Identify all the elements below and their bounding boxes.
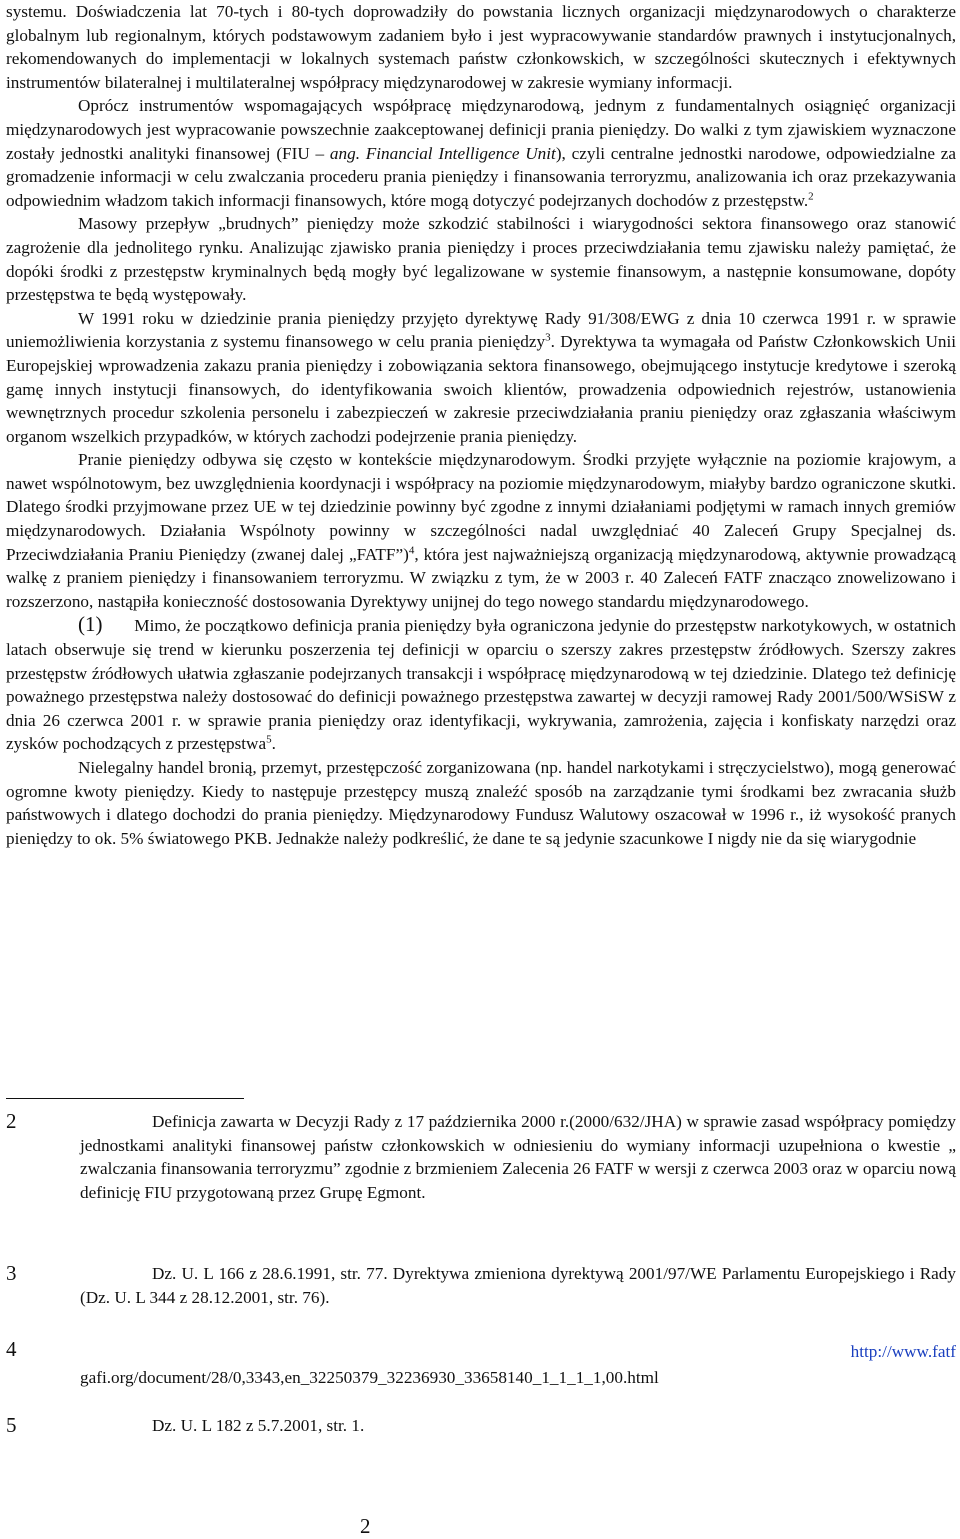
paragraph-7: Nielegalny handel bronią, przemyt, przestępczość zorganizowana (np. handel narkotykami i stręczycielstwo), mogą generować ogromne kwoty pieniędzy. Kiedy to następuje przestępcy muszą znaleźć sposób na zarządzanie tymi środkami bez zwracania służb państwowych i dlatego dochodzi do prania pieniędzy. Międzynarodowy Fundusz Walutowy oszacował w 1996 r., iż wysokość pranych pieniędzy to ok. 5% światowego PKB. Jednakże należy podkreślić, że dane te są jedynie szacunkowe I nigdy nie da się wiarygodnie	[6, 758, 956, 848]
document-body	[6, 0, 956, 850]
footnote-ref-2[interactable]: 2	[808, 190, 814, 203]
list-number: (1)	[78, 612, 103, 637]
italic-term: ang. Financial Intelligence Unit	[329, 143, 556, 163]
footnote-4	[6, 1338, 956, 1389]
footnote-number: 2	[6, 1109, 17, 1133]
footnote-number: 4	[6, 1337, 17, 1361]
footnote-text: Dz. U. L 182 z 5.7.2001, str. 1.	[152, 1416, 365, 1435]
footnote-2	[6, 1110, 956, 1204]
footnote-text: gafi.org/document/28/0,3343,en_32250379_32236930_33658140_1_1_1_1,00.html	[80, 1367, 659, 1387]
paragraph-2: Oprócz instrumentów wspomagających współpracę międzynarodową, jednym z fundamentalnych osiągnięć organizacji międzynarodowych jest wypracowanie powszechnie zaakceptowanej definicji prania pieniędzy. Do walki z tym zjawiskiem wyznaczone zostały jednostki analityki finansowej (FIU – ang. Financial Intelligence Unit), czyli centralne jednostki narodowe, odpowiedzialne za gromadzenie informacji w celu zwalczania procederu prania pieniędzy i finansowania terroryzmu, analizowania ich oraz przekazywania odpowiednim władzom takich informacji finansowych, które mogą dotyczyć podejrzanych dochodów z przestępstw.$^2$	[6, 96, 956, 210]
paragraph-1: systemu. Doświadczenia lat 70-tych i 80-tych doprowadziły do powstania licznych organizacji międzynarodowych o charakterze globalnym lub regionalnym, których podstawowym zadaniem było i jest wypracowywanie standardów prawnych i instytucjonalnych, rekomendowanych do implementacji w lokalnych systemach państw członkowskich, w szczególności skutecznych i efektywnych instrumentów bilateralnej i multilateralnej współpracy międzynarodowej w zakresie wymiany informacji.	[6, 2, 956, 92]
footnote-5	[6, 1414, 956, 1438]
footnote-ref-5[interactable]: 5	[266, 733, 272, 746]
footnote-3	[6, 1262, 956, 1309]
footnote-number: 5	[6, 1413, 17, 1437]
paragraph-5: Pranie pieniędzy odbywa się często w kontekście międzynarodowym. Środki przyjęte wyłącznie na poziomie krajowym, a nawet wspólnotowym, bez uwzględnienia koordynacji i współpracy na poziomie międzynarodowym, miałyby bardzo ograniczone skutki. Dlatego środki przyjmowane przez UE w tej dziedzinie powinny być zgodne z innymi działaniami podjętymi w ramach innych gremiów międzynarodowych. Działania Wspólnoty powinny w szczególności nadal uwzględniać 40 Zaleceń Grupy Specjalnej ds. Przeciwdziałania Praniu Pieniędzy (zwanej dalej „FATF”)$^4$, która jest najważniejszą organizacją międzynarodową, aktywnie prowadzącą walkę z praniem pieniędzy i finansowaniem terroryzmu. W związku z tym, że w 2003 r. 40 Zaleceń FATF znacząco znowelizowano i rozszerzono, nastąpiła konieczność dostosowania Dyrektywy unijnej do tego nowego standardu międzynarodowego.	[6, 450, 956, 611]
footnote-text: Definicja zawarta w Decyzji Rady z 17 października 2000 r.(2000/632/JHA) w sprawie zasad współpracy pomiędzy jednostkami analityki finansowej państw członkowskich w odniesieniu do wymiany informacji uzupełniona o kwestie „ zwalczania finansowania terroryzmu” zgodnie z brzmieniem Zalecenia 26 FATF w wersji z czerwca 2003 oraz w oparciu nową definicję FIU przygotowaną przez Grupę Egmont.	[80, 1112, 956, 1202]
footnote-ref-4[interactable]: 4	[408, 543, 415, 556]
footnote-separator	[6, 1098, 244, 1099]
page-number: 2	[360, 1514, 371, 1538]
paragraph-3: Masowy przepływ „brudnych” pieniędzy może szkodzić stabilności i wiarygodności sektora finansowego oraz stanowić zagrożenie dla jednolitego rynku. Analizując zjawisko prania pieniędzy i proces przeciwdziałania temu zjawisku należy pamiętać, że dopóki środki z przestępstw kryminalnych będą mogły być legalizowane w systemie finansowym, a następnie konsumowane, dopóty przestępstwa te będą występowały.	[6, 214, 956, 305]
footnote-text: Dz. U. L 166 z 28.6.1991, str. 77. Dyrektywa zmieniona dyrektywą 2001/97/WE Parlamentu Europejskiego i Rady (Dz. U. L 344 z 28.12.2001, str. 76).	[80, 1264, 956, 1307]
footnote-link[interactable]: http://www.fatf	[850, 1342, 956, 1361]
paragraph-4: W 1991 roku w dziedzinie prania pieniędzy przyjęto dyrektywę Rady 91/308/EWG z dnia 10 czerwca 1991 r. w sprawie uniemożliwienia korzystania z systemu finansowego w celu prania pieniędzy$^3$. Dyrektywa ta wymagała od Państw Członkowskich Unii Europejskiej wprowadzenia zakazu prania pieniędzy i zobowiązania sektora finansowego, obejmującego instytucje kredytowe i szeroką gamę innych instytucji finansowych, do identyfikowania swoich klientów, prowadzenia odpowiednich rejestrów, ustanowienia wewnętrznych procedur szkolenia personelu i zabezpieczeń w zakresie przeciwdziałania praniu pieniędzy oraz zgłaszania właściwym organom wszelkich przypadków, w których zachodzi podejrzenie prania pieniędzy.	[6, 308, 957, 446]
footnote-number: 3	[6, 1261, 17, 1285]
footnote-ref-3[interactable]: 3	[545, 331, 551, 344]
paragraph-6: (1) Mimo, że początkowo definicja prania pieniędzy była ograniczona jedynie do przestępstw narkotykowych, w ostatnich latach obserwuje się trend w kierunku poszerzenia tej definicji w oparciu o szerszy zakres przestępstw źródłowych. Szerszy zakres przestępstw źródłowych ułatwia zgłaszanie podejrzanych transakcji i współpracę międzynarodową w tej dziedzinie. Dlatego też definicję poważnego przestępstwa należy dostosować do definicji poważnego przestępstwa zawartej w decyzji ramowej Rady 2001/500/WSiSW z dnia 26 czerwca 2001 r. w sprawie prania pieniędzy oraz identyfikacji, wykrywania, zamrożenia, zajęcia i konfiskaty narzędzi oraz zysków pochodzących z przestępstwa$^5$.	[6, 612, 956, 754]
